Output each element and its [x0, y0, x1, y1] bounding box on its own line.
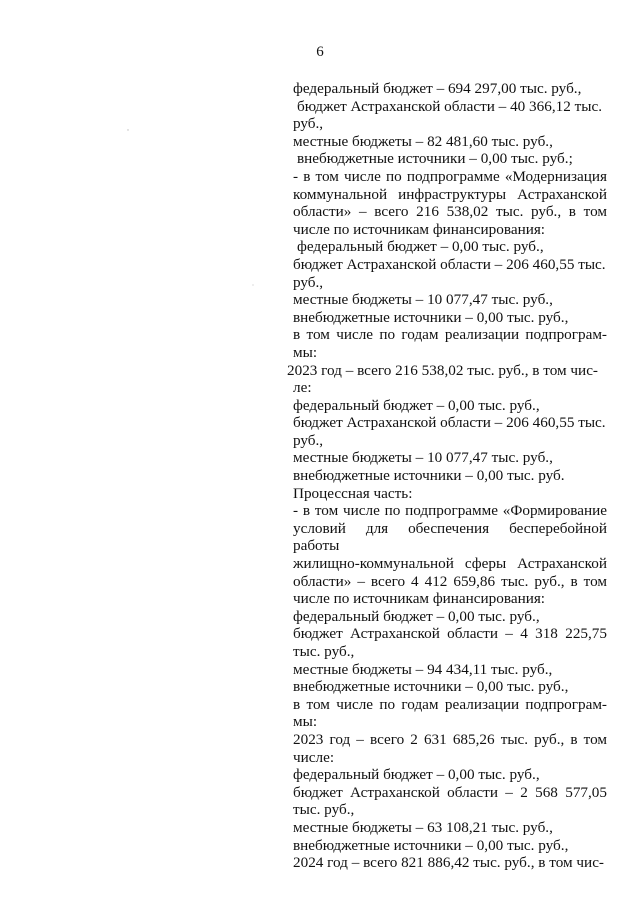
- scan-speck: [252, 284, 253, 285]
- text-line: внебюджетные источники – 0,00 тыс. руб.;: [297, 150, 573, 168]
- text-line: бюджет Астраханской области – 206 460,55 тыс.: [293, 255, 606, 273]
- text-line: тыс. руб.,: [293, 801, 355, 819]
- text-line: бюджет Астраханской области – 2 568 577,05: [293, 783, 607, 801]
- text-line: бюджет Астраханской области – 40 366,12 тыс.: [297, 97, 602, 115]
- text-line: местные бюджеты – 10 077,47 тыс. руб.,: [293, 449, 553, 467]
- text-line: мы:: [293, 713, 318, 731]
- text-line: внебюджетные источники – 0,00 тыс. руб.: [293, 467, 565, 485]
- text-line: местные бюджеты – 63 108,21 тыс. руб.,: [293, 818, 553, 836]
- text-line: числе по источникам финансирования:: [293, 590, 546, 608]
- text-line: федеральный бюджет – 0,00 тыс. руб.,: [293, 607, 540, 625]
- text-line: федеральный бюджет – 694 297,00 тыс. руб.,: [293, 80, 582, 97]
- text-line: руб.,: [293, 115, 324, 133]
- text-line: федеральный бюджет – 0,00 тыс. руб.,: [297, 238, 544, 256]
- text-line: 2023 год – всего 216 538,02 тыс. руб., в том чис-: [287, 361, 598, 379]
- text-line: 2023 год – всего 2 631 685,26 тыс. руб., в том: [293, 730, 607, 748]
- text-line: области» – всего 216 538,02 тыс. руб., в том: [293, 203, 607, 221]
- text-line: числе:: [293, 748, 335, 766]
- text-line: местные бюджеты – 82 481,60 тыс. руб.,: [293, 132, 553, 150]
- text-line: в том числе по годам реализации подпрограм-: [293, 326, 607, 344]
- text-line: ле:: [293, 379, 312, 397]
- text-line: внебюджетные источники – 0,00 тыс. руб.,: [293, 836, 569, 854]
- text-line: бюджет Астраханской области – 206 460,55 тыс.: [293, 414, 606, 432]
- text-line: в том числе по годам реализации подпрограм-: [293, 695, 607, 713]
- text-line: - в том числе по подпрограмме «Формирование: [293, 502, 607, 520]
- scan-speck: [127, 129, 128, 130]
- text-line: тыс. руб.,: [293, 643, 355, 660]
- text-line: федеральный бюджет – 0,00 тыс. руб.,: [293, 766, 540, 784]
- text-line: внебюджетные источники – 0,00 тыс. руб.,: [293, 308, 569, 326]
- text-line: Процессная часть:: [293, 484, 413, 502]
- text-line: области» – всего 4 412 659,86 тыс. руб., в том: [293, 572, 607, 590]
- text-line: жилищно-коммунальной сферы Астраханской: [293, 555, 607, 573]
- text-line: мы:: [293, 343, 318, 361]
- text-line: - в том числе по подпрограмме «Модернизация: [293, 167, 607, 185]
- text-line: местные бюджеты – 10 077,47 тыс. руб.,: [293, 291, 553, 309]
- text-line: руб.,: [293, 273, 324, 291]
- text-line: числе по источникам финансирования:: [293, 220, 546, 238]
- text-line: коммунальной инфраструктуры Астраханской: [293, 185, 607, 203]
- text-line: местные бюджеты – 94 434,11 тыс. руб.,: [293, 660, 553, 678]
- text-line: федеральный бюджет – 0,00 тыс. руб.,: [293, 396, 540, 414]
- text-line: внебюджетные источники – 0,00 тыс. руб.,: [293, 678, 569, 696]
- text-line: 2024 год – всего 821 886,42 тыс. руб., в том чис-: [293, 854, 604, 872]
- document-body: [287, 80, 607, 872]
- text-line: условий для обеспечения бесперебойной работы: [293, 519, 607, 555]
- text-line: бюджет Астраханской области – 4 318 225,75: [293, 625, 607, 643]
- text-line: руб.,: [293, 431, 324, 449]
- page-number: 6: [316, 44, 324, 60]
